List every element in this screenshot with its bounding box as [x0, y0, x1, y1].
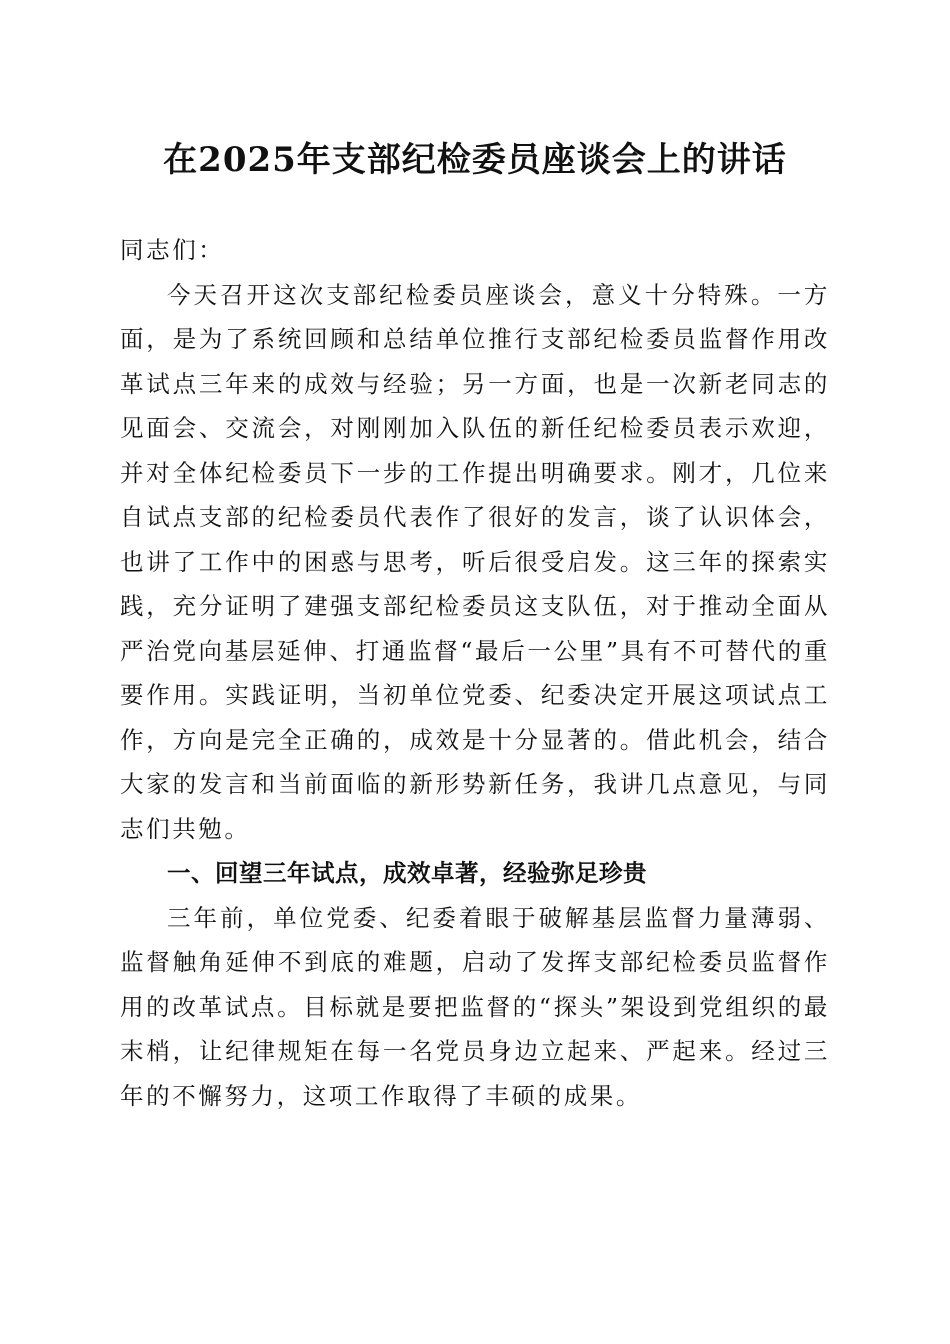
section-paragraph-1: 三年前，单位党委、纪委着眼于破解基层监督力量薄弱、监督触角延伸不到底的难题，启动了发挥支部纪检委员监督作用的改革试点。目标就是要把监督的“探头”架设到党组织的最末梢，让纪律规矩在每一名党员身边立起来、严起来。经过三年的不懈努力，这项工作取得了丰硕的成果。: [120, 903, 830, 1110]
section-heading-1: 一、回望三年试点，成效卓著，经验弥足珍贵: [167, 859, 647, 887]
document-body: [120, 228, 830, 1118]
salutation: 同志们：: [120, 236, 225, 264]
body-paragraph-1: 今天召开这次支部纪检委员座谈会，意义十分特殊。一方面，是为了系统回顾和总结单位推行支部纪检委员监督作用改革试点三年来的成效与经验；另一方面，也是一次新老同志的见面会、交流会，对刚刚加入队伍的新任纪检委员表示欢迎，并对全体纪检委员下一步的工作提出明确要求。刚才，几位来自试点支部的纪检委员代表作了很好的发言，谈了认识体会，也讲了工作中的困惑与思考，听后很受启发。这三年的探索实践，充分证明了建强支部纪检委员这支队伍，对于推动全面从严治党向基层延伸、打通监督“最后一公里”具有不可替代的重要作用。实践证明，当初单位党委、纪委决定开展这项试点工作，方向是完全正确的，成效是十分显著的。借此机会，结合大家的发言和当前面临的新形势新任务，我讲几点意见，与同志们共勉。: [120, 280, 830, 843]
document-title: 在2025年支部纪检委员座谈会上的讲话: [163, 140, 787, 180]
